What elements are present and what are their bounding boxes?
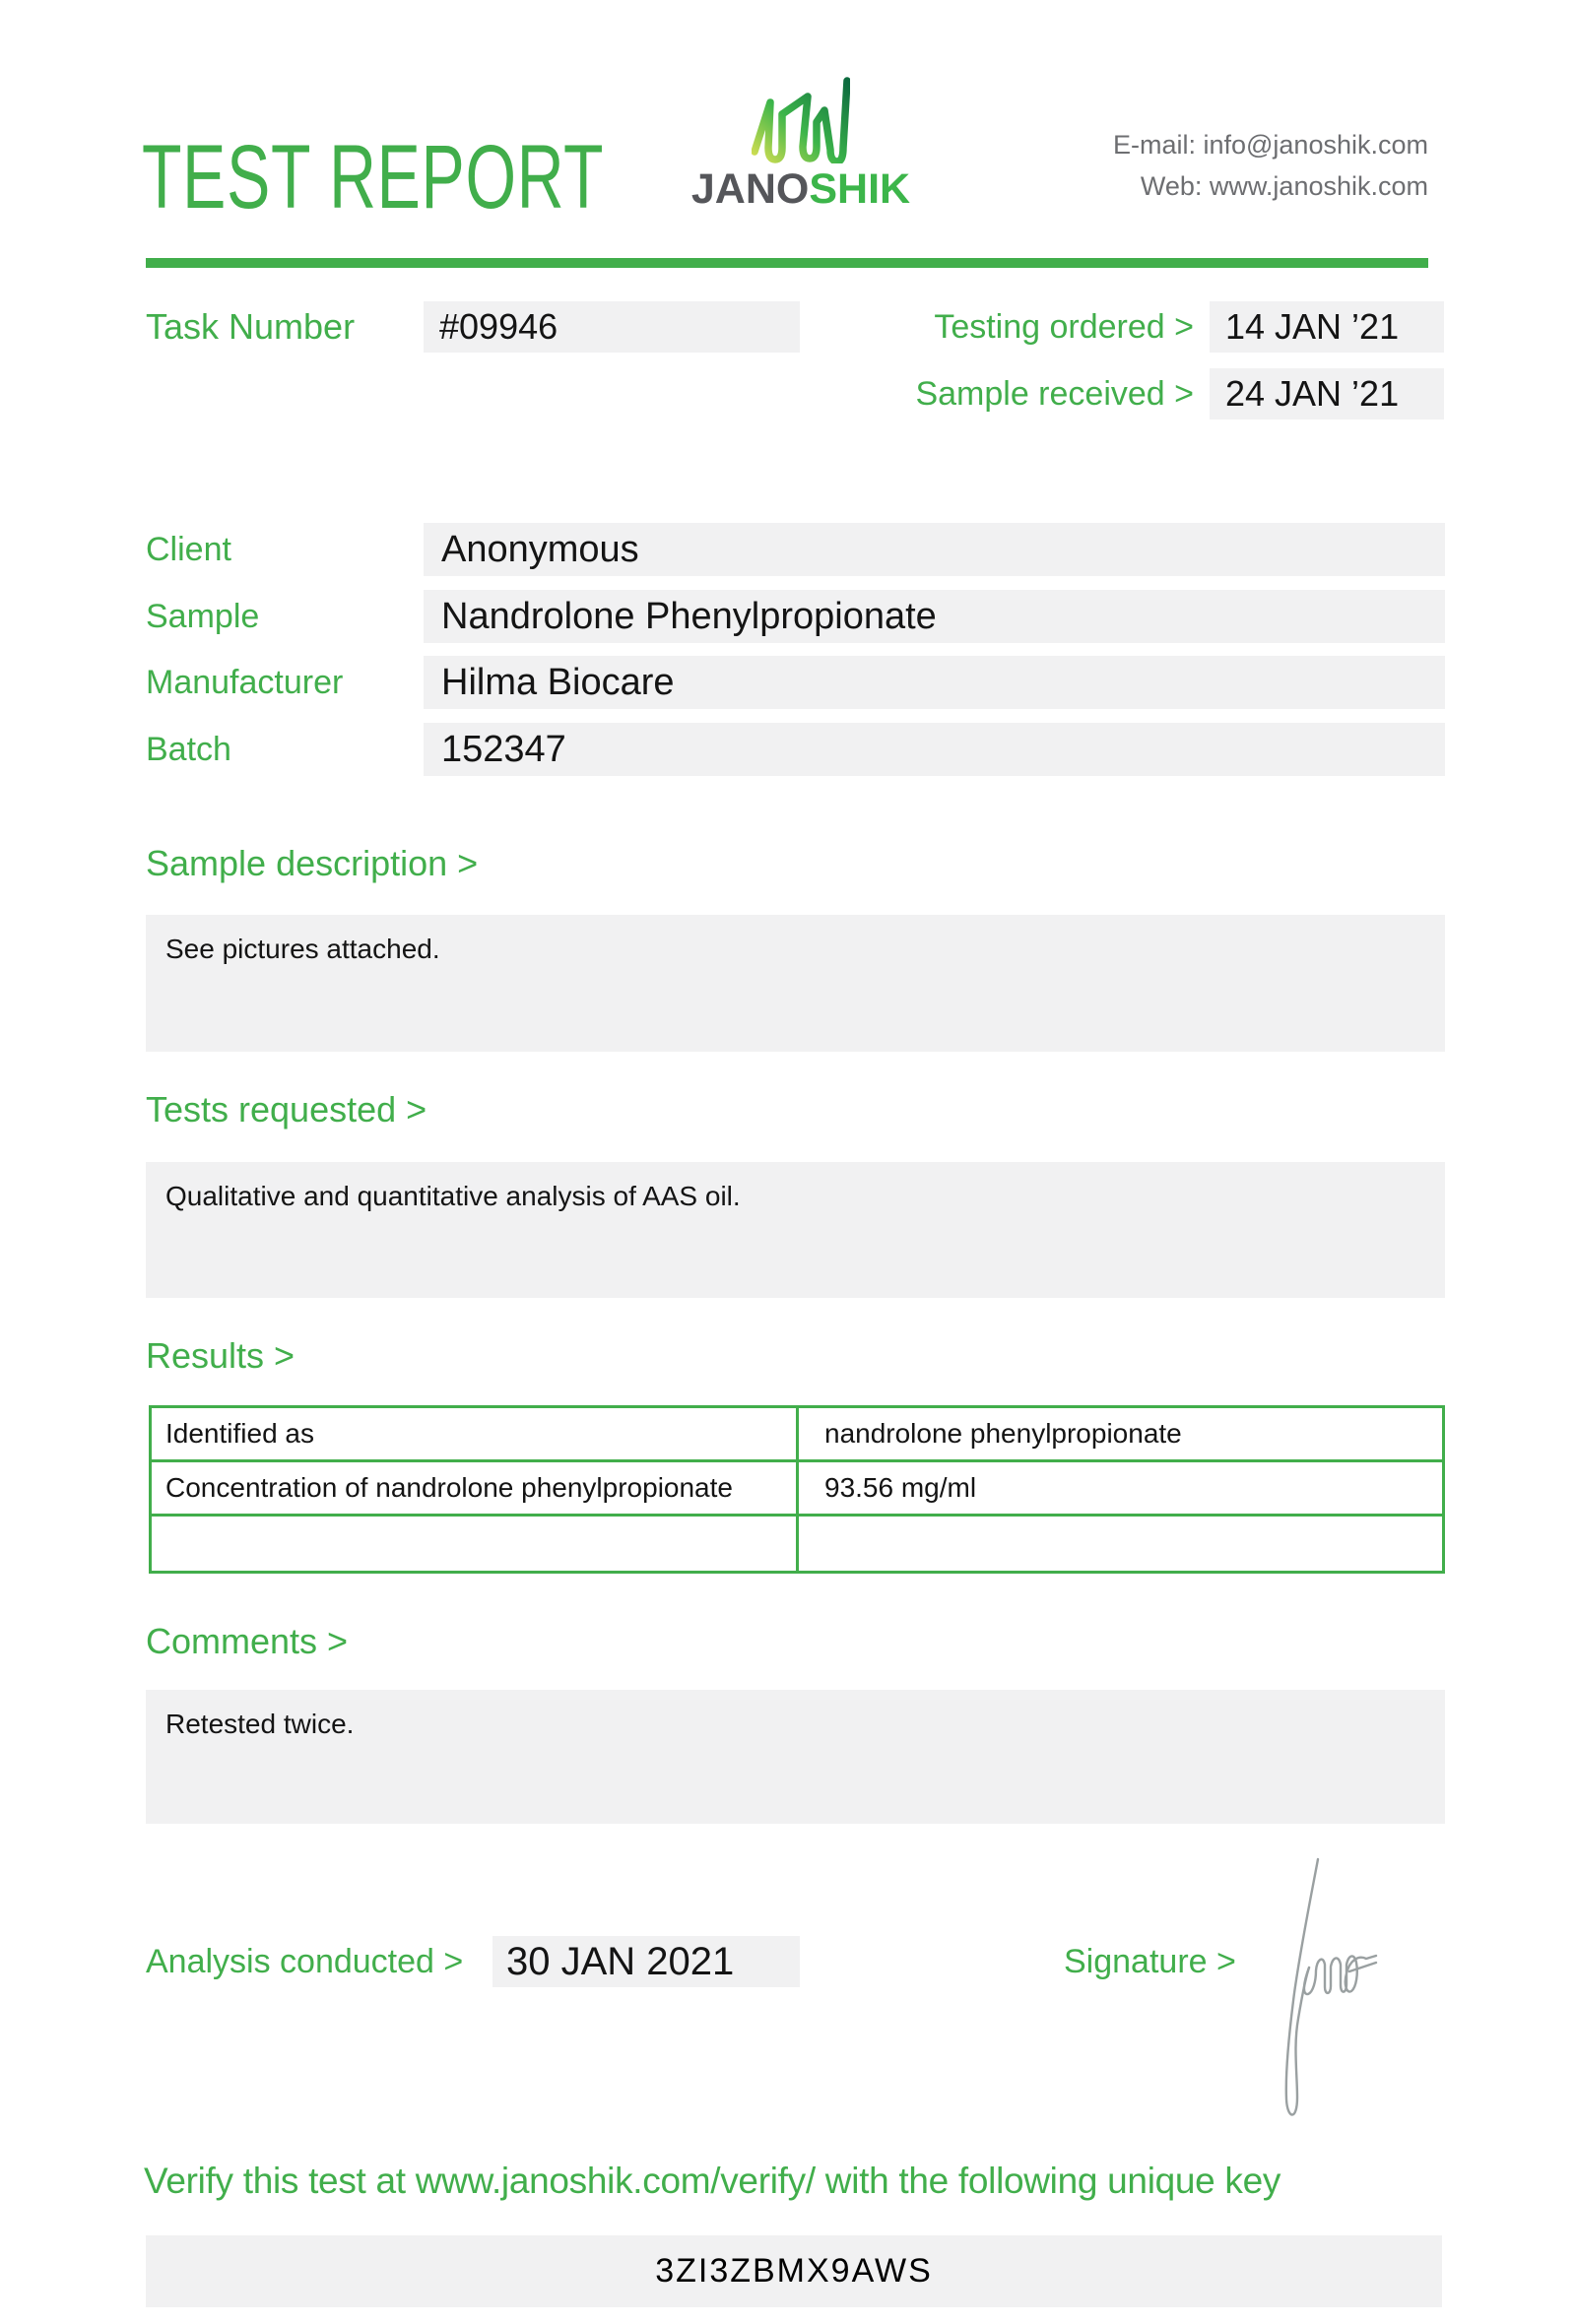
signature-scribble bbox=[1274, 1845, 1384, 2133]
verify-instruction: Verify this test at www.janoshik.com/verify/ with the following unique key bbox=[144, 2161, 1281, 2201]
analysis-conducted-value: 30 JAN 2021 bbox=[492, 1936, 800, 1987]
page-title: TEST REPORT bbox=[142, 127, 605, 227]
sample-description-body: See pictures attached. bbox=[146, 915, 1445, 1052]
sample-received-label: Sample received > bbox=[915, 375, 1194, 413]
logo-text-jano: JANO bbox=[690, 165, 810, 213]
batch-value: 152347 bbox=[424, 723, 1445, 776]
header-divider bbox=[146, 258, 1428, 268]
comments-heading: Comments > bbox=[146, 1621, 349, 1661]
batch-label: Batch bbox=[146, 731, 231, 768]
sample-description-heading: Sample description > bbox=[146, 843, 479, 883]
table-row bbox=[151, 1516, 1444, 1573]
unique-key-value: 3ZI3ZBMX9AWS bbox=[146, 2235, 1442, 2307]
sample-label: Sample bbox=[146, 598, 260, 635]
contact-block bbox=[1113, 124, 1428, 207]
contact-web: Web: www.janoshik.com bbox=[1140, 171, 1428, 201]
tests-requested-heading: Tests requested > bbox=[146, 1089, 427, 1130]
contact-email: E-mail: info@janoshik.com bbox=[1112, 130, 1428, 160]
manufacturer-value: Hilma Biocare bbox=[424, 656, 1445, 709]
sample-received-value: 24 JAN ’21 bbox=[1210, 368, 1444, 420]
table-row bbox=[151, 1407, 1444, 1461]
tests-requested-body: Qualitative and quantitative analysis of AAS oil. bbox=[146, 1162, 1445, 1298]
result-value: 93.56 mg/ml bbox=[798, 1461, 1444, 1516]
result-key: Concentration of nandrolone phenylpropionate bbox=[151, 1461, 798, 1516]
detail-row-manufacturer bbox=[146, 656, 1445, 709]
detail-row-batch bbox=[146, 723, 1445, 776]
testing-ordered-label: Testing ordered > bbox=[934, 308, 1194, 346]
detail-row-client bbox=[146, 523, 1445, 576]
signature-label: Signature > bbox=[1064, 1943, 1236, 1980]
results-heading: Results > bbox=[146, 1335, 296, 1376]
task-number-label: Task Number bbox=[146, 306, 356, 347]
janoshik-logo bbox=[678, 75, 924, 214]
analysis-conducted-label: Analysis conducted > bbox=[146, 1943, 464, 1980]
result-key bbox=[151, 1516, 798, 1573]
sample-value: Nandrolone Phenylpropionate bbox=[424, 590, 1445, 643]
result-value bbox=[798, 1516, 1444, 1573]
result-key: Identified as bbox=[151, 1407, 798, 1461]
detail-row-sample bbox=[146, 590, 1445, 643]
logo-chart-icon bbox=[752, 75, 850, 163]
logo-wordmark bbox=[678, 165, 924, 214]
comments-body: Retested twice. bbox=[146, 1690, 1445, 1824]
testing-ordered-value: 14 JAN ’21 bbox=[1210, 301, 1444, 353]
task-number-value: #09946 bbox=[424, 301, 800, 353]
result-value: nandrolone phenylpropionate bbox=[798, 1407, 1444, 1461]
client-value: Anonymous bbox=[424, 523, 1445, 576]
results-table bbox=[149, 1405, 1445, 1574]
logo-text-shik: SHIK bbox=[809, 165, 911, 213]
table-row bbox=[151, 1461, 1444, 1516]
client-label: Client bbox=[146, 531, 231, 568]
manufacturer-label: Manufacturer bbox=[146, 664, 344, 701]
